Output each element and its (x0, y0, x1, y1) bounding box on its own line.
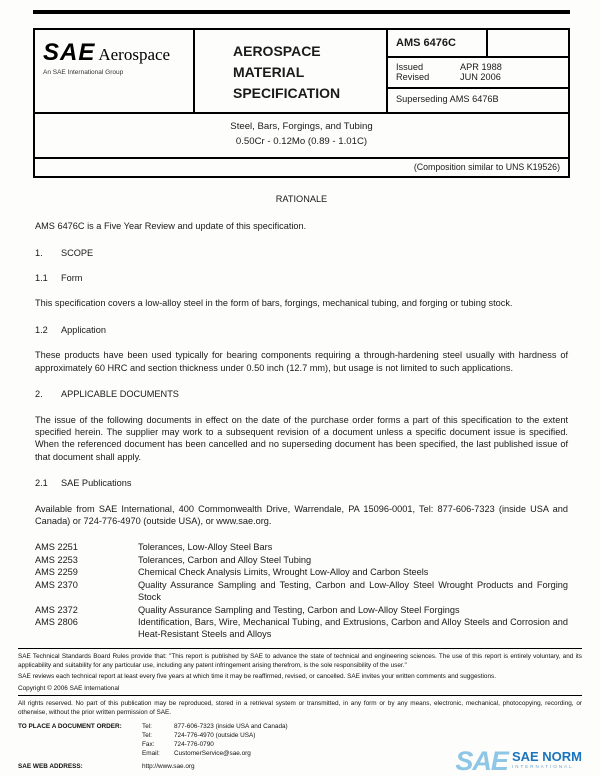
section-2-1-title: SAE Publications (61, 478, 132, 489)
publication-row (35, 541, 568, 553)
dates-block (388, 58, 568, 89)
sae-norm-name: SAE NORM (511, 749, 582, 765)
section-2-1-text: Available from SAE International, 400 Commonwealth Drive, Warrendale, PA 15096-0001, Tel: 877-606-7323 (inside USA and Canada) or 724-776-4970 (outside USA), or www.sae.org. (35, 503, 568, 527)
sae-aerospace-logo (35, 30, 195, 112)
page-footer (18, 648, 582, 776)
subject-line-2: 0.50Cr - 0.12Mo (0.89 - 1.01C) (235, 135, 368, 147)
issued-row (396, 62, 560, 72)
footer-copyright: Copyright © 2006 SAE International (18, 684, 120, 692)
web-address-label: SAE WEB ADDRESS: (18, 762, 83, 770)
order-item: Tel: 877-606-7323 (inside USA and Canada) (142, 722, 288, 730)
revised-row (396, 72, 560, 82)
order-item: Fax: 724-776-0790 (142, 741, 214, 749)
publication-code: AMS 2806 (35, 617, 78, 627)
document-number: AMS 6476C (388, 30, 488, 56)
publication-row (35, 566, 568, 578)
section-1-number: 1. (35, 247, 43, 258)
sae-norm-subtitle: INTERNATIONAL (511, 764, 574, 770)
subject-line-1: Steel, Bars, Forgings, and Tubing (230, 121, 373, 132)
publication-title: Tolerances, Carbon and Alloy Steel Tubing (138, 554, 312, 565)
header-meta (388, 30, 568, 112)
section-2-title: APPLICABLE DOCUMENTS (61, 389, 179, 400)
publication-row (35, 604, 568, 616)
footer-rights-text: All rights reserved. No part of this publication may be reproduced, stored in a retrieval system or transmitted, in any form or by any means, electronic, mechanical, photocopying, recording, or otherwise, without the prior written permission of SAE. (18, 700, 582, 717)
section-1-heading (35, 247, 568, 259)
publication-code: AMS 2253 (35, 554, 78, 565)
sae-norm-glyph: SAE (455, 745, 508, 776)
issued-label: Issued (396, 62, 424, 72)
publication-code: AMS 2251 (35, 542, 78, 553)
section-1-2-heading (35, 324, 568, 336)
publication-title: Quality Assurance Sampling and Testing, Carbon and Low-Alloy Steel Wrought Products and Forging Stock (138, 579, 568, 603)
section-1-1-heading (35, 272, 568, 284)
publication-title: Identification, Bars, Wire, Mechanical Tubing, and Extrusions, Carbon and Alloy Steels and Corrosion and Heat-Resistant Steels and Alloys (138, 617, 568, 640)
aerospace-logo-text: Aerospace (98, 45, 171, 64)
publication-row (35, 579, 568, 604)
footer-rules-text: SAE Technical Standards Board Rules provide that: "This report is published by SAE to advance the state of technical and engineering sciences. The use of this report is entirely voluntary, and its applicability and suitability for any particular use, including any patent infringement arising therefrom, is the sole responsibility of the user." (18, 652, 582, 670)
section-2-number: 2. (35, 389, 43, 400)
order-label: TO PLACE A DOCUMENT ORDER: (18, 722, 122, 730)
header-top-row (35, 30, 568, 114)
section-1-1-text: This specification covers a low-alloy steel in the form of bars, forgings, mechanical tubing, and forging or tubing stock. (35, 298, 513, 309)
header (33, 28, 570, 178)
issued-date: APR 1988 (460, 62, 502, 72)
publication-title: Quality Assurance Sampling and Testing, Carbon and Low-Alloy Steel Forgings (138, 604, 460, 615)
section-2-1-number: 2.1 (35, 478, 48, 489)
order-email: CustomerService@sae.org (174, 750, 251, 758)
document-body (33, 193, 570, 641)
publication-title: Tolerances, Low-Alloy Steel Bars (138, 542, 273, 553)
section-2-heading (35, 388, 568, 400)
top-rule (33, 10, 570, 14)
section-1-1-number: 1.1 (35, 272, 48, 283)
document-title (195, 30, 388, 112)
web-address-url: http://www.sae.org (142, 762, 195, 770)
footer-divider (18, 695, 582, 696)
logo-subtitle: An SAE International Group (43, 69, 124, 76)
sae-logo-text: SAE (43, 39, 96, 66)
section-2-1-heading (35, 477, 568, 489)
order-item: Email: CustomerService@sae.org (142, 750, 251, 758)
publication-title: Chemical Check Analysis Limits, Wrought Low-Alloy and Carbon Steels (138, 567, 429, 578)
footer-review-text: SAE reviews each technical report at least every five years at which time it may be reaffirmed, revised, or cancelled. SAE invites your written comments and suggestions. (18, 673, 496, 681)
composition-note: (Composition similar to UNS K19526) (413, 161, 560, 172)
order-item: Tel: 724-776-4970 (outside USA) (142, 731, 256, 739)
section-1-2-text: These products have been used typically for bearing components requiring a through-hardening steel usually with hardness of approximately 60 HRC and section thickness under 0.50 inch (12.7 mm), but usage is not limited to such applications. (35, 350, 568, 373)
section-1-1-title: Form (61, 272, 83, 283)
publication-row (35, 616, 568, 641)
section-1-title: SCOPE (61, 247, 94, 258)
title-line-3: SPECIFICATION (233, 85, 341, 101)
publication-code: AMS 2259 (35, 567, 78, 578)
section-1-2-number: 1.2 (35, 324, 48, 335)
publication-row (35, 554, 568, 566)
rationale-text: AMS 6476C is a Five Year Review and update of this specification. (35, 221, 307, 232)
rationale-heading: RATIONALE (275, 193, 328, 204)
section-1-2-title: Application (61, 324, 106, 335)
revised-date: JUN 2006 (460, 72, 501, 82)
superseding-note: Superseding AMS 6476B (396, 94, 499, 104)
title-line-2: MATERIAL (233, 64, 305, 80)
revised-label: Revised (396, 72, 430, 82)
section-2-intro: The issue of the following documents in effect on the date of the purchase order forms a part of this specification to the extent specified herein. The supplier may work to a subsequent revision of a document unless a specific document issue is specified. When the referenced document has been cancelled and no superseding document has been specified, the last published issue of that document shall apply. (35, 414, 568, 462)
publication-code: AMS 2370 (35, 579, 78, 590)
sae-norm-logo (455, 745, 582, 776)
publications-list (35, 541, 568, 640)
spec-subject (35, 114, 568, 159)
title-line-1: AEROSPACE (233, 43, 321, 59)
publication-code: AMS 2372 (35, 604, 78, 615)
